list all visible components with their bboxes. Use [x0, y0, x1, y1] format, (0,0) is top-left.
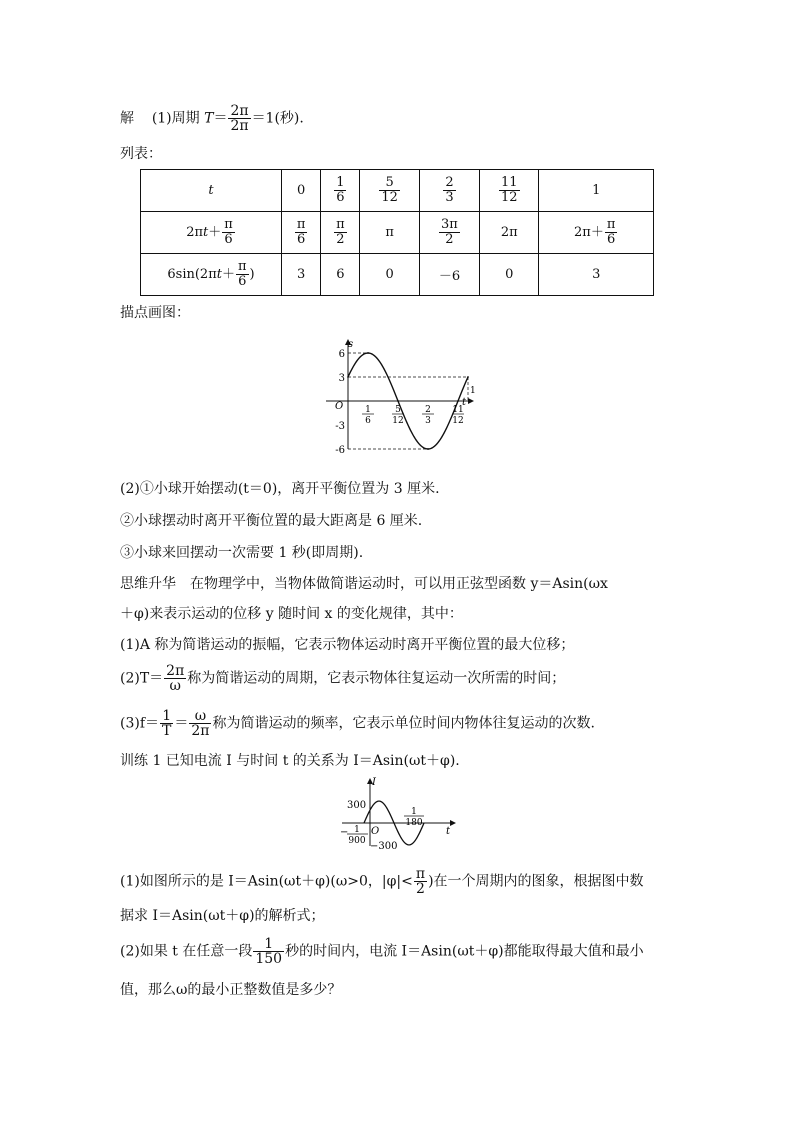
question2-fraction: [253, 937, 284, 966]
paragraph-period: ③小球来回摆动一次需要 1 秒(即周期).: [120, 545, 364, 561]
fraction-numerator: 1: [336, 175, 345, 190]
graph1-y-tick: -3: [335, 421, 345, 432]
t-cell-4: [480, 170, 539, 212]
phase-cell-4: [480, 212, 539, 254]
fraction-denominator: 2: [416, 881, 425, 897]
fraction-numerator: 2π: [166, 663, 185, 679]
table-row-t: [141, 170, 654, 212]
fraction-numerator: 2: [445, 175, 454, 190]
fraction-numerator: ω: [189, 709, 211, 724]
cell-value: 1: [592, 183, 601, 198]
graph1-origin: O: [335, 401, 344, 412]
fraction-denominator: 2: [336, 232, 345, 247]
graph1-x-tick-num: 5: [395, 405, 401, 415]
graph1-point: [467, 376, 469, 378]
value-head-a: 6sin(2π: [167, 267, 217, 282]
fraction-numerator: 11: [500, 175, 518, 190]
graph1-y-tick: 6: [338, 349, 345, 360]
paragraph-start-position: (2)①小球开始摆动(t＝0)，离开平衡位置为 3 厘米.: [120, 481, 440, 497]
graph1-point: [427, 448, 429, 450]
graph2-origin: O: [371, 826, 380, 837]
fraction-denominator: 12: [381, 190, 398, 205]
value-cell-2: 0: [360, 254, 419, 296]
graph1-point: [367, 352, 369, 354]
cell-fraction: [439, 218, 460, 247]
freq-def-suffix: 称为简谐运动的频率，它表示单位时间内物体往复运动的次数.: [212, 715, 595, 732]
period-def-prefix: (2)T＝: [120, 670, 164, 687]
value-head-plus: ＋: [221, 267, 235, 282]
value-head-t: t: [216, 267, 222, 282]
question2-prefix: (2)如果 t 在任意一段: [120, 943, 253, 960]
cell-value: 2π: [500, 225, 518, 240]
paragraph-max-distance: ②小球摆动时离开平衡位置的最大距离是 6 厘米.: [120, 513, 423, 529]
graph1-x-tick-den: 12: [392, 416, 404, 426]
fraction-denominator: 2π: [230, 118, 249, 134]
graph2-left-num: 1: [354, 825, 360, 835]
graph2-neg-sign: −: [340, 827, 349, 838]
freq-def-fraction-1: [160, 709, 173, 738]
paragraph-question-2a: [120, 937, 644, 966]
graph2-right-num: 1: [411, 807, 417, 817]
fraction-numerator: π: [415, 866, 426, 882]
phase-head-fraction: [222, 218, 235, 247]
fraction-denominator: 2π: [191, 723, 210, 739]
graph2-right-den: 180: [405, 818, 423, 828]
fraction-numerator: 2π: [230, 103, 249, 119]
phase-cell-5: [539, 212, 654, 254]
solution-line: [120, 104, 304, 133]
paragraph-period-def: [120, 664, 565, 693]
t-cell-2: [360, 170, 419, 212]
fraction-denominator: 6: [606, 232, 616, 247]
graph1-x-tick-num: 1: [365, 405, 371, 415]
cell-fraction: [334, 218, 347, 247]
fraction-denominator: 6: [224, 232, 233, 247]
fraction-numerator: π: [237, 259, 247, 274]
cell-fraction: [605, 218, 618, 247]
fraction-numerator: π: [224, 217, 233, 232]
list-label: 列表：: [120, 146, 162, 162]
value-head-close: ): [249, 267, 255, 282]
question1-prefix: (1)如图所示的是 I＝Asin(ωt＋φ)(ω>0，|φ|<: [120, 873, 413, 890]
phase-cell-2: [360, 212, 419, 254]
value-cell-1: 6: [321, 254, 360, 296]
fraction-denominator: 3: [445, 190, 454, 205]
table-row-value: [141, 254, 654, 296]
graph2-left-den: 900: [348, 836, 366, 846]
fraction-numerator: π: [296, 217, 306, 232]
question1-suffix: )在一个周期内的图象，根据图中数: [428, 873, 644, 890]
fraction-numerator: π: [336, 217, 345, 232]
paragraph-amplitude: (1)A 称为简谐运动的振幅，它表示物体运动时离开平衡位置的最大位移；: [120, 637, 575, 653]
current-graph: [340, 776, 456, 852]
fraction-numerator: 1: [253, 937, 284, 952]
cell-fraction: [499, 176, 520, 205]
fraction-denominator: 12: [500, 190, 518, 205]
period-symbol: T: [204, 110, 214, 127]
period-suffix: ＝1(秒).: [251, 110, 304, 127]
fraction-numerator: π: [606, 217, 616, 232]
equals-sign: ＝: [213, 110, 228, 127]
equals-sign: ＝: [174, 715, 189, 732]
t-cell-5: [539, 170, 654, 212]
fraction-denominator: 2: [445, 232, 454, 247]
table-header-value: [141, 254, 282, 296]
graph1-x-tick-num: 11: [452, 405, 464, 415]
graph1-point: [347, 376, 349, 378]
question2-suffix: 秒的时间内，电流 I＝Asin(ωt＋φ)都能取得最大值和最小: [285, 943, 644, 960]
value-cell-4: 0: [480, 254, 539, 296]
period-def-fraction: [164, 664, 186, 693]
table-header-phase: [141, 212, 282, 254]
cell-value: π: [385, 225, 394, 240]
fraction-denominator: 6: [296, 232, 306, 247]
graph1-x-arrow: [468, 398, 474, 404]
cell-fraction: [379, 176, 400, 205]
graph2-y-label: I: [372, 777, 376, 788]
paragraph-exercise-1: 训练 1 已知电流 I 与时间 t 的关系为 I＝Asin(ωt＋φ).: [120, 753, 460, 769]
paragraph-insight-2: ＋φ)来表示运动的位移 y 随时间 x 的变化规律，其中：: [120, 606, 463, 622]
phase-head-a: 2π: [186, 225, 204, 240]
fraction-denominator: 6: [238, 274, 247, 289]
fraction-denominator: 150: [255, 951, 283, 967]
cell-fraction: [334, 176, 346, 205]
graph1-point: [397, 400, 399, 402]
graph1-y-tick: 3: [338, 373, 345, 384]
paragraph-question-1b: 据求 I＝Asin(ωt＋φ)的解析式；: [120, 908, 325, 924]
paragraph-insight-1: 思维升华 在物理学中，当物体做简谐运动时，可以用正弦型函数 y＝Asin(ωx: [120, 576, 608, 592]
cell-fraction: [443, 176, 455, 205]
t-cell-0: [282, 170, 321, 212]
graph1-x-tick-den: 6: [365, 416, 371, 426]
cell-fraction: [295, 218, 308, 247]
fraction-denominator: ω: [169, 678, 181, 694]
value-cell-0: 3: [282, 254, 321, 296]
graph1-x-label: t: [462, 397, 467, 408]
graph1-end-tick: 1: [470, 386, 476, 396]
t-symbol: t: [208, 183, 214, 198]
t-cell-1: [321, 170, 360, 212]
cell-value: 0: [296, 183, 306, 198]
t-cell-3: [419, 170, 479, 212]
cell-value: 2π＋: [574, 225, 604, 240]
period-fraction: [228, 104, 250, 133]
paragraph-frequency-def: [120, 709, 595, 738]
value-cell-3: －6: [419, 254, 479, 296]
solution-lead: 解: [120, 110, 134, 127]
freq-def-prefix: (3)f＝: [120, 715, 160, 732]
graph1-x-tick-num: 2: [425, 405, 431, 415]
fraction-numerator: 5: [379, 176, 400, 191]
paragraph-question-2b: 值，那么ω的最小正整数值是多少？: [120, 982, 342, 998]
period-def-suffix: 称为简谐运动的周期，它表示物体往复运动一次所需的时间；: [187, 670, 566, 687]
values-table: [140, 169, 654, 296]
table-header-t: [141, 170, 282, 212]
fraction-numerator: 1: [160, 709, 173, 724]
question1-fraction: [414, 867, 427, 896]
period-prefix: (1)周期: [151, 110, 200, 127]
graph2-y-top: 300: [347, 800, 367, 811]
value-head-fraction: [236, 260, 249, 289]
graph2-x-label: t: [446, 826, 451, 837]
paragraph-question-1a: [120, 867, 644, 896]
graph1-x-tick-den: 12: [452, 416, 464, 426]
fraction-denominator: 6: [336, 190, 345, 205]
fraction-denominator: T: [162, 723, 172, 739]
table-row-phase: [141, 212, 654, 254]
freq-def-fraction-2: [189, 709, 211, 738]
phase-head-t: t: [203, 225, 209, 240]
graph1-point: [457, 400, 459, 402]
phase-cell-0: [282, 212, 321, 254]
phase-head-plus: ＋: [208, 225, 222, 240]
plot-label: 描点画图：: [120, 305, 190, 321]
phase-cell-1: [321, 212, 360, 254]
sine-graph-1: [322, 337, 476, 456]
graph1-y-label: s: [348, 339, 354, 350]
fraction-numerator: 3π: [441, 217, 458, 232]
graph1-y-tick: -6: [335, 445, 345, 456]
phase-cell-3: [419, 212, 479, 254]
value-cell-5: 3: [539, 254, 654, 296]
graph2-x-arrow: [450, 820, 456, 826]
graph2-y-bottom: −300: [370, 841, 398, 852]
graph1-x-tick-den: 3: [425, 416, 431, 426]
